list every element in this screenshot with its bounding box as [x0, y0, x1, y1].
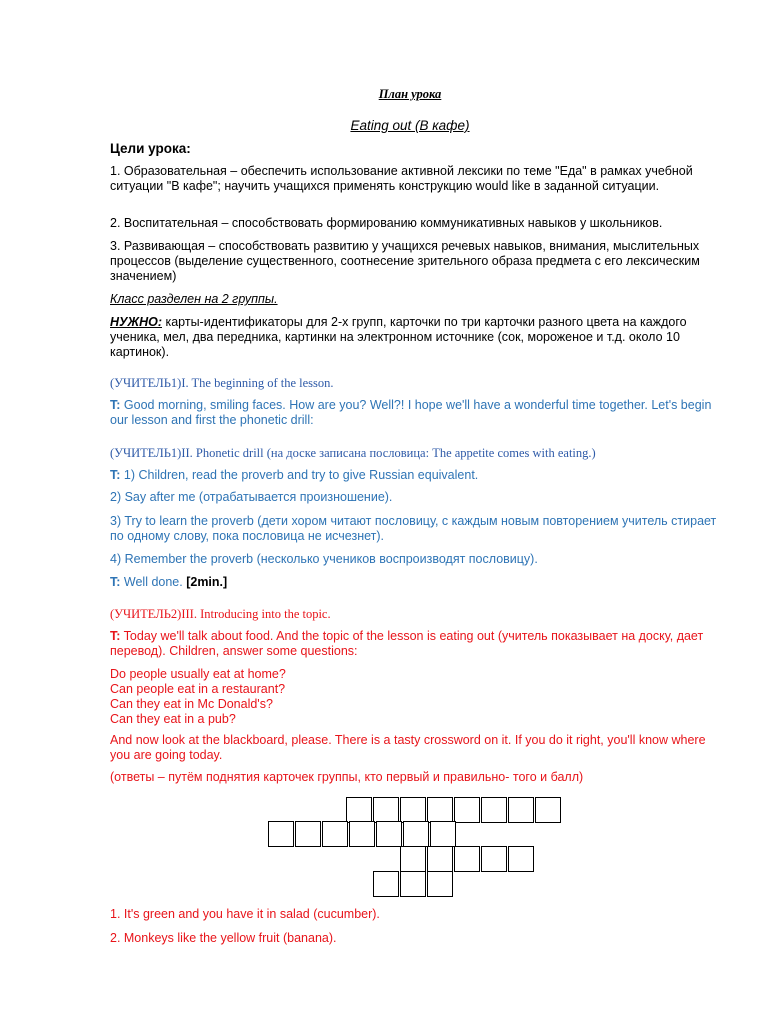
- question-item: Do people usually eat at home?: [110, 667, 286, 681]
- class-note: Класс разделен на 2 группы.: [110, 292, 278, 306]
- clue-2: 2. Monkeys like the yellow fruit (banana).: [110, 931, 337, 945]
- goal-item-3: 3. Развивающая – способствовать развитию у учащихся речевых навыков, внимания, мыслительных процессов (выделение существенного, соотнесение зрительного образа предмета с его лексическим значением): [110, 239, 700, 283]
- needed-paragraph: [110, 315, 720, 360]
- section1-teacher-line: [110, 398, 720, 428]
- page-title: План урока: [378, 87, 442, 101]
- teacher-label: T:: [110, 575, 121, 589]
- crossword-cell[interactable]: [481, 846, 507, 872]
- section1-teacher-text: Good morning, smiling faces. How are you? Well?! I hope we'll have a wonderful time together. Let's begin our lesson and first the phonetic drill:: [110, 398, 715, 427]
- section1-heading: (УЧИТЕЛЬ1)I. The beginning of the lesson.: [110, 376, 334, 390]
- crossword-cell[interactable]: [454, 797, 480, 823]
- section2-heading: (УЧИТЕЛЬ1)II. Phonetic drill (на доске записана пословица: The appetite comes with eating.): [110, 446, 596, 460]
- question-item: Can people eat in a restaurant?: [110, 682, 286, 696]
- section2-step1: [110, 468, 720, 483]
- crossword-cell[interactable]: [349, 821, 375, 847]
- crossword-cell[interactable]: [346, 797, 372, 823]
- crossword-cell[interactable]: [376, 821, 402, 847]
- crossword-cell[interactable]: [400, 846, 426, 872]
- section3-heading: (УЧИТЕЛЬ2)III. Introducing into the topic.: [110, 607, 331, 621]
- crossword-cell[interactable]: [535, 797, 561, 823]
- crossword-cell[interactable]: [508, 846, 534, 872]
- crossword-cell[interactable]: [400, 871, 426, 897]
- blackboard-text: And now look at the blackboard, please. There is a tasty crossword on it. If you do it right, you'll know where you are going today.: [110, 733, 706, 762]
- needed-label: НУЖНО:: [110, 315, 162, 329]
- lesson-topic: Eating out (В кафе): [350, 118, 470, 133]
- crossword-cell[interactable]: [322, 821, 348, 847]
- crossword-cell[interactable]: [481, 797, 507, 823]
- crossword-cell[interactable]: [454, 846, 480, 872]
- teacher-label: T:: [110, 468, 121, 482]
- teacher-label: T:: [110, 629, 121, 643]
- goal-item-1: 1. Образовательная – обеспечить использование активной лексики по теме "Еда" в рамках учебной ситуации "В кафе"; научить учащихся применять конструкцию would like в заданной ситуации.: [110, 164, 693, 193]
- question-item: Can they eat in Mc Donald's?: [110, 697, 273, 711]
- crossword-cell[interactable]: [427, 846, 453, 872]
- crossword-cell[interactable]: [295, 821, 321, 847]
- crossword-cell[interactable]: [427, 871, 453, 897]
- goals-heading: Цели урока:: [110, 141, 191, 156]
- section3-teacher-text: Today we'll talk about food. And the topic of the lesson is eating out (учитель показывает на доску, дает перевод). Children, answer some questions:: [110, 629, 707, 658]
- crossword-cell[interactable]: [400, 797, 426, 823]
- clue-1: 1. It's green and you have it in salad (cucumber).: [110, 907, 380, 921]
- goal-item-2: 2. Воспитательная – способствовать формированию коммуникативных навыков у школьников.: [110, 216, 663, 230]
- section2-done: [110, 575, 720, 590]
- crossword-cell[interactable]: [508, 797, 534, 823]
- section2-done-text: Well done.: [120, 575, 187, 589]
- time-marker: [2min.]: [186, 575, 228, 589]
- section3-teacher-line: [110, 629, 720, 659]
- section2-step4: 4) Remember the proverb (несколько учеников воспроизводят пословицу).: [110, 552, 538, 566]
- question-list: [110, 667, 720, 727]
- section2-step3: 3) Try to learn the proverb (дети хором читают пословицу, с каждым новым повторением учитель стирает по одному слову, пока пословица не исчезнет).: [110, 514, 717, 543]
- question-item: Can they eat in a pub?: [110, 712, 236, 726]
- crossword-cell[interactable]: [373, 797, 399, 823]
- section2-step1-text: 1) Children, read the proverb and try to give Russian equivalent.: [120, 468, 479, 482]
- crossword-cell[interactable]: [427, 797, 453, 823]
- teacher-label: T:: [110, 398, 121, 412]
- crossword-cell[interactable]: [268, 821, 294, 847]
- crossword-cell[interactable]: [403, 821, 429, 847]
- crossword-cell[interactable]: [430, 821, 456, 847]
- section2-step2: 2) Say after me (отрабатывается произношение).: [110, 490, 393, 504]
- needed-text: карты-идентификаторы для 2-х групп, карточки по три карточки разного цвета на каждого ученика, мел, два передника, картинки на электронном источнике (сок, мороженое и т.д. около 10 картинок).: [110, 315, 691, 359]
- crossword-cell[interactable]: [373, 871, 399, 897]
- answers-note: (ответы – путём поднятия карточек группы, кто первый и правильно- того и балл): [110, 770, 584, 784]
